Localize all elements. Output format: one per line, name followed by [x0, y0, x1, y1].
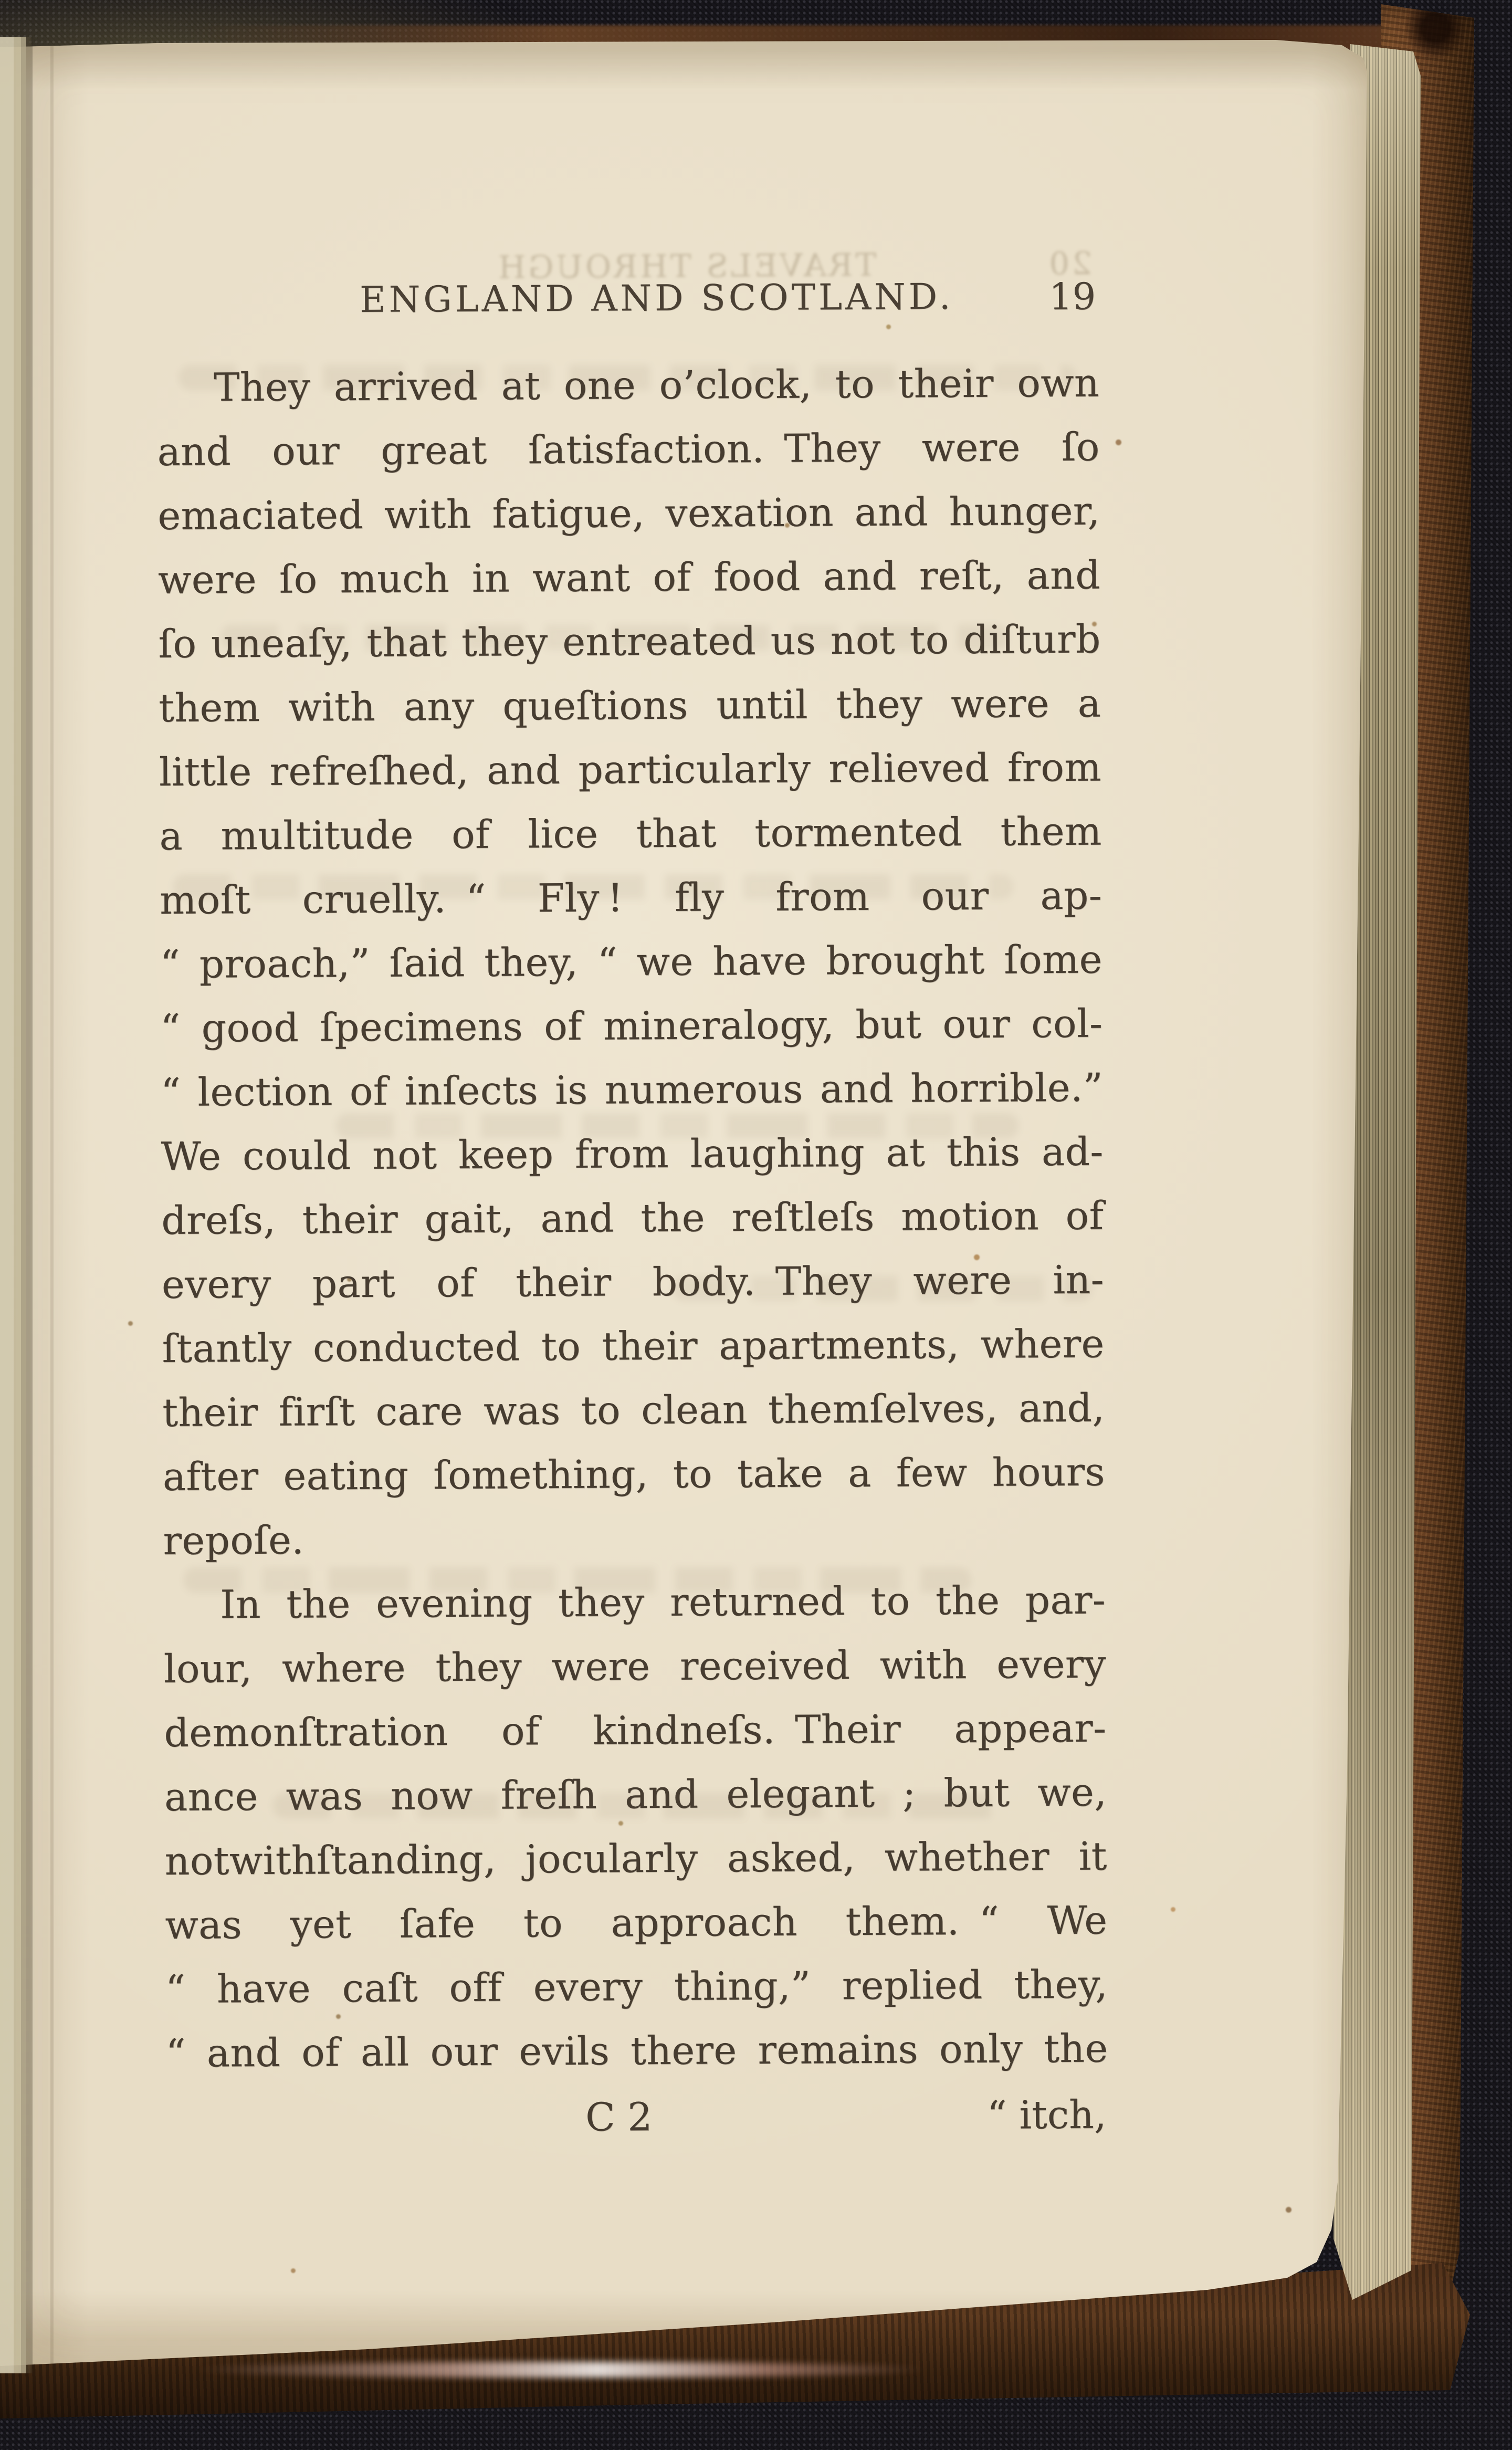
text-block-lines — [157, 351, 1108, 2086]
text-line: We could not keep from laughing at this ad- — [161, 1129, 1104, 1179]
text-line: after eating ſomething, to take a few hours — [162, 1449, 1106, 1500]
text-line: In the evening they returned to the par- — [220, 1577, 1106, 1628]
text-line: were ſo much in want of food and reſt, and — [158, 552, 1101, 603]
header-row — [156, 273, 1099, 326]
show-through-page-number: 20 — [1046, 245, 1093, 282]
text-line: ance was now freſh and elegant ; but we, — [164, 1770, 1107, 1820]
text-line: “ good ſpecimens of mineralogy, but our col- — [160, 1001, 1103, 1051]
text-line: emaciated with fatigue, vexation and hunger, — [158, 488, 1100, 539]
text-line: ſo uneaſy, that they entreated us not to diſturb — [158, 616, 1101, 667]
text-line: demonſtration of kindneſs. Their appear- — [164, 1705, 1107, 1756]
text-line: and our great ſatisfaction. They were ſo — [157, 424, 1100, 475]
text-line: “ proach,” ſaid they, “ we have brought ſome — [160, 937, 1103, 987]
foxing-specks — [0, 0, 3, 3]
text-line: “ and of all our evils there remains only the — [165, 2026, 1108, 2076]
text-line: “ have caſt off every thing,” replied they, — [165, 1962, 1108, 2012]
text-line: They arrived at one o’clock, to their own — [213, 360, 1100, 411]
gutter-edge — [0, 37, 33, 2373]
footer-row — [166, 2086, 1109, 2149]
text-line: dreſs, their gait, and the reſtleſs motion of — [161, 1193, 1104, 1243]
show-through-title: TRAVELS THROUGH — [495, 246, 877, 286]
signature-mark: C 2 — [585, 2095, 653, 2140]
text-line: a multitude of lice that tormented them — [159, 809, 1102, 859]
text-line: little refreſhed, and particularly relieved from — [159, 745, 1102, 795]
text-line: lour, where they were received with every — [163, 1641, 1107, 1692]
text-line: moſt cruelly. “ Fly ! fly from our ap- — [159, 873, 1102, 923]
text-block — [156, 273, 1109, 2149]
text-line: them with any queſtions until they were a — [159, 680, 1101, 731]
text-line: ſtantly conducted to their apartments, where — [162, 1321, 1105, 1371]
catchword: “ itch, — [986, 2092, 1107, 2138]
running-head: ENGLAND AND SCOTLAND. — [359, 276, 954, 321]
page-number: 19 — [1048, 275, 1096, 319]
text-line: their firſt care was to clean themſelves, and, — [162, 1385, 1105, 1436]
text-line: was yet ſafe to approach them. “ We — [165, 1898, 1108, 1948]
text-line: repoſe. — [163, 1517, 304, 1564]
text-line: “ lection of inſects is numerous and horrible.” — [160, 1065, 1104, 1115]
text-line: every part of their body. They were in- — [161, 1257, 1105, 1307]
text-line: notwithſtanding, jocularly asked, whether it — [164, 1834, 1107, 1884]
